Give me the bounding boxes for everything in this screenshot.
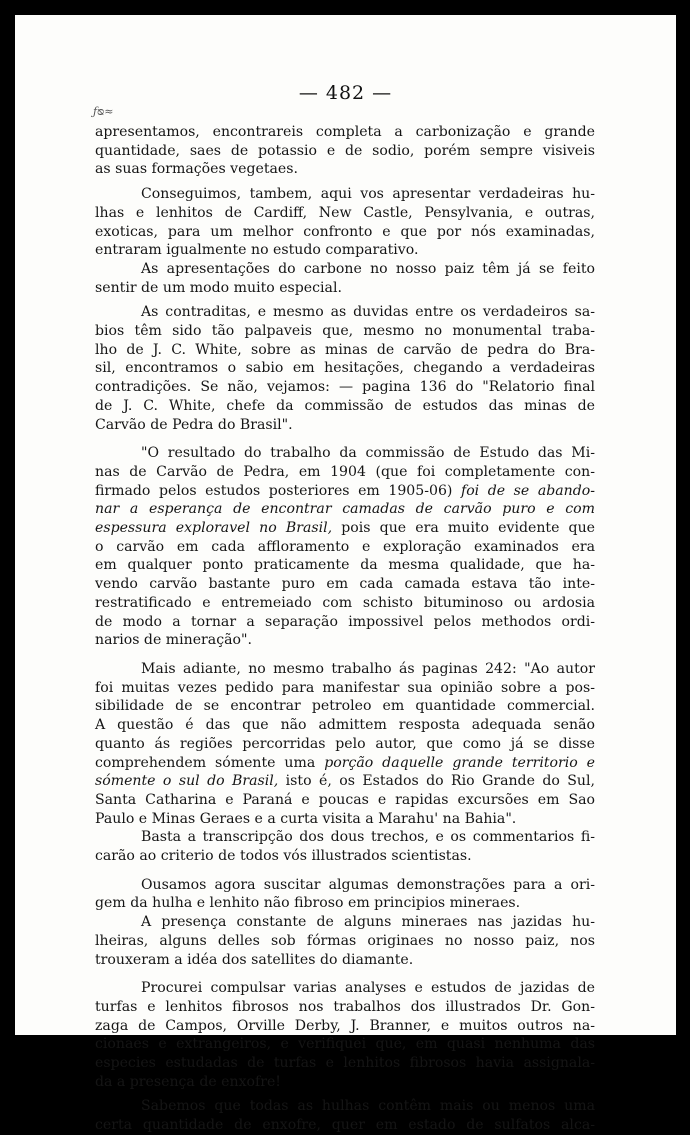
text-line: sil, encontramos o sabio em hesitações, chegando a verdadeiras	[95, 360, 595, 377]
text-line: As apresentações do carbone no nosso paiz têm já se feito	[141, 260, 595, 277]
text-line: restratificado e entremeiado com schisto bituminoso ou ardosia	[95, 594, 595, 611]
text-line: Santa Catharina e Paraná e poucas e rapidas excursões em Sao	[95, 791, 595, 808]
text-line	[95, 482, 595, 501]
text-span: firmado pelos estudos posteriores em 1905-06)	[95, 482, 453, 499]
paragraph	[95, 185, 595, 260]
italic-span: nar a esperança de encontrar camadas de carvão puro e com	[95, 501, 595, 518]
text-line: sentir de um modo muito especial.	[95, 279, 342, 296]
text-span: comprehendem sómente uma	[95, 754, 316, 771]
text-line: gem da hulha e lenhito não fibroso em principios mineraes.	[95, 895, 521, 912]
italic-span: sómente o sul do Brasil,	[95, 773, 279, 790]
paragraph	[95, 303, 595, 434]
text-line: entraram igualmente no estudo comparativo.	[95, 242, 419, 259]
text-line	[95, 772, 595, 791]
text-line: lho de J. C. White, sobre as minas de carvão de pedra do Bra-	[95, 341, 595, 358]
text-line: turfas e lenhitos fibrosos nos trabalhos dos illustrados Dr. Gon-	[95, 998, 595, 1015]
text-line: trouxeram a idéa dos satellites do diamante.	[95, 951, 414, 968]
text-line: quanto ás regiões percorridas pelo autor, que como já se disse	[95, 735, 595, 752]
italic-span: espessura exploravel no Brasil,	[95, 520, 333, 537]
text-line	[95, 519, 595, 538]
text-line: vendo carvão bastante puro em cada camada estava tão inte-	[95, 576, 595, 593]
text-line: de J. C. White, chefe da commissão de estudos das minas de	[95, 397, 595, 414]
text-line: lhas e lenhitos de Cardiff, New Castle, Pensylvania, e outras,	[95, 204, 595, 221]
text-line: Basta a transcripção dos dous trechos, e os commentarios fi-	[141, 829, 595, 846]
paragraph	[95, 660, 595, 828]
document-page	[15, 15, 676, 1134]
paragraph	[95, 979, 595, 1091]
text-line: Procurei compulsar varias analyses e estudos de jazidas de	[141, 980, 595, 997]
text-line: carão ao criterio de todos vós illustrados scientistas.	[95, 848, 472, 865]
text-span: pois que era muito evidente que	[341, 520, 595, 537]
text-line: nas de Carvão de Pedra, em 1904 (que foi completamente con-	[95, 463, 595, 480]
text-line: Paulo e Minas Geraes e a curta visita a Marahu' na Bahia".	[95, 810, 517, 827]
text-line: as suas formações vegetaes.	[95, 161, 298, 178]
text-line: especies estudadas de turfas e lenhitos fibrosos havia assignala-	[95, 1055, 595, 1072]
italic-span: porção daquelle grande territorio e	[324, 754, 595, 771]
text-line: Ousamos agora suscitar algumas demonstrações para a ori-	[141, 876, 595, 893]
text-line: A questão é das que não admittem resposta adequada senão	[95, 717, 595, 734]
text-line	[95, 500, 595, 519]
text-line: narios de mineração".	[95, 632, 252, 649]
text-line: As contraditas, e mesmo as duvidas entre os verdadeiros sa-	[141, 304, 595, 321]
text-line: em qualquer ponto praticamente da mesma qualidade, que ha-	[95, 557, 595, 574]
text-line: Carvão de Pedra do Brasil".	[95, 416, 293, 433]
text-line: Sabemos que todas as hulhas contêm mais ou menos uma	[141, 1098, 595, 1115]
text-line: certa quantidade de enxofre, quer em estado de sulfatos alca-	[95, 1117, 595, 1134]
text-line: de modo a tornar a separação impossivel pelos methodos ordi-	[95, 613, 595, 630]
paragraph	[95, 913, 595, 969]
text-line: quantidade, saes de potassio e de sodio, porém sempre visiveis	[95, 142, 595, 159]
text-line	[95, 754, 595, 773]
text-line: bios têm sido tão palpaveis que, mesmo no monumental traba-	[95, 323, 595, 340]
text-line: lheiras, alguns delles sob fórmas originaes no nosso paiz, nos	[95, 932, 595, 949]
text-line: "O resultado do trabalho da commissão de Estudo das Mi-	[141, 445, 595, 462]
text-line: apresentamos, encontrareis completa a carbonização e grande	[95, 124, 595, 140]
text-line: exoticas, para um melhor confronto e que por nós examinadas,	[95, 223, 595, 240]
text-line: zaga de Campos, Orville Derby, J. Branner, e muitos outros na-	[95, 1017, 595, 1034]
text-line: cionaes e extrangeiros, e verifiquei que, em quasi nenhuma das	[95, 1036, 595, 1053]
text-line: o carvão em cada affloramento e exploração examinados era	[95, 538, 595, 555]
text-span: isto é, os Estados do Rio Grande do Sul,	[285, 773, 595, 790]
text-line: foi muitas vezes pedido para manifestar sua opinião sobre a pos-	[95, 679, 595, 696]
text-line: Conseguimos, tambem, aqui vos apresentar verdadeiras hu-	[141, 186, 595, 203]
text-line: sibilidade de se encontrar petroleo em quantidade commercial.	[95, 698, 595, 715]
page-number: — 482 —	[298, 82, 393, 104]
italic-span: foi de se abando-	[460, 482, 595, 499]
paragraph	[95, 260, 595, 297]
body-text	[95, 123, 595, 1135]
paragraph	[95, 123, 595, 179]
text-line: contradições. Se não, vejamos: — pagina 136 do "Relatorio final	[95, 379, 595, 396]
marginal-mark: ƒᴓ≈	[93, 105, 114, 118]
quotation-paragraph	[95, 444, 595, 650]
paragraph	[95, 1097, 595, 1134]
text-line: A presença constante de alguns mineraes nas jazidas hu-	[141, 914, 595, 931]
text-line: da a presença de enxofre!	[95, 1073, 281, 1090]
text-line: Mais adiante, no mesmo trabalho ás paginas 242: "Ao autor	[141, 660, 595, 677]
paragraph	[95, 876, 595, 913]
paragraph	[95, 828, 595, 865]
